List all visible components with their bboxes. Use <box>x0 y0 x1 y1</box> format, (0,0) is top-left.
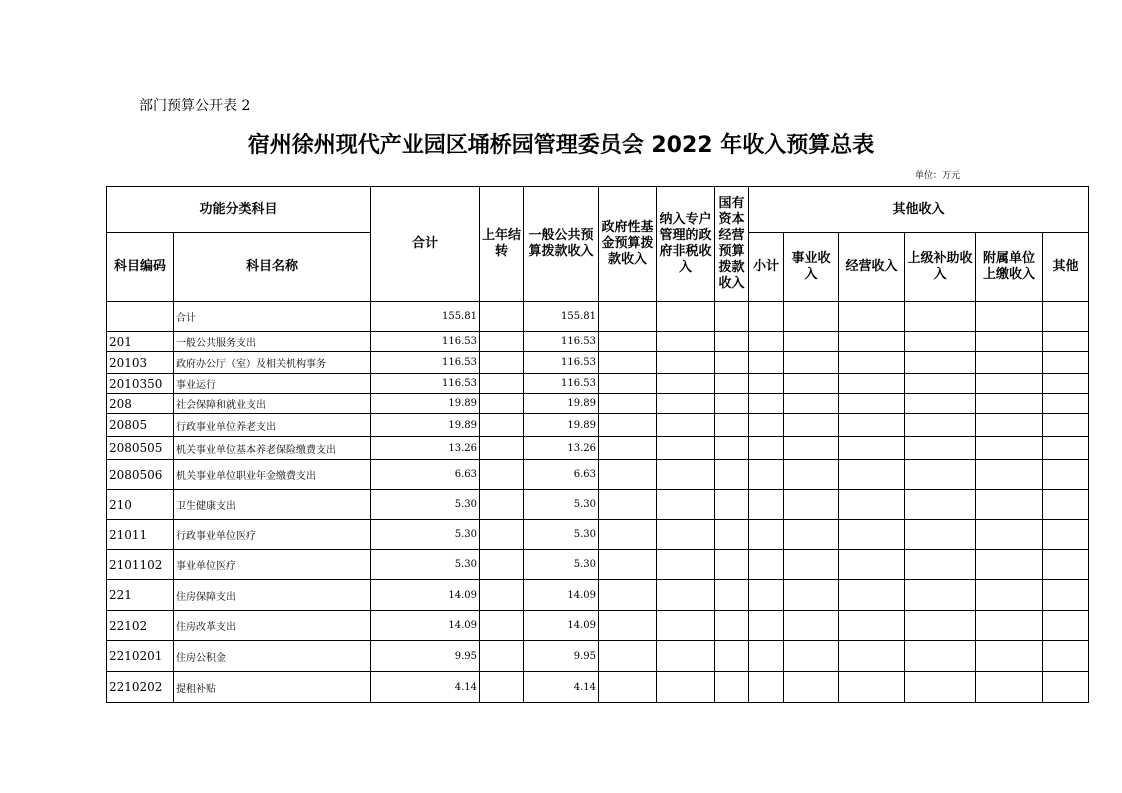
row-superior-subsidy <box>905 641 976 672</box>
row-name: 行政事业单位养老支出 <box>174 414 371 437</box>
header-function-category: 功能分类科目 <box>107 187 371 233</box>
row-operating-income <box>839 394 905 414</box>
row-general-budget: 5.30 <box>524 520 599 550</box>
row-state-capital <box>715 414 749 437</box>
row-fund-budget <box>599 672 657 703</box>
row-subtotal <box>749 611 784 641</box>
row-other <box>1043 352 1089 374</box>
row-code: 2080505 <box>107 437 174 460</box>
row-state-capital <box>715 394 749 414</box>
row-name: 提租补贴 <box>174 672 371 703</box>
row-business-income <box>784 374 839 394</box>
row-affiliated-payment <box>976 352 1043 374</box>
row-carryover <box>480 641 524 672</box>
row-state-capital <box>715 332 749 352</box>
row-state-capital <box>715 550 749 580</box>
row-special-account <box>657 352 715 374</box>
row-special-account <box>657 490 715 520</box>
row-other <box>1043 641 1089 672</box>
row-affiliated-payment <box>976 374 1043 394</box>
row-total: 5.30 <box>371 550 480 580</box>
row-operating-income <box>839 490 905 520</box>
row-name: 住房改革支出 <box>174 611 371 641</box>
header-code: 科目编码 <box>107 233 174 302</box>
table-row <box>107 611 1089 641</box>
row-subtotal <box>749 550 784 580</box>
row-affiliated-payment <box>976 460 1043 490</box>
row-affiliated-payment <box>976 490 1043 520</box>
row-special-account <box>657 580 715 611</box>
row-business-income <box>784 641 839 672</box>
row-general-budget: 5.30 <box>524 550 599 580</box>
row-subtotal <box>749 490 784 520</box>
table-row <box>107 437 1089 460</box>
header-carryover: 上年结转 <box>480 187 524 302</box>
row-carryover <box>480 611 524 641</box>
row-other <box>1043 302 1089 332</box>
row-carryover <box>480 302 524 332</box>
row-other <box>1043 460 1089 490</box>
row-code: 20805 <box>107 414 174 437</box>
row-total: 9.95 <box>371 641 480 672</box>
row-special-account <box>657 394 715 414</box>
header-general-budget: 一般公共预算拨款收入 <box>524 187 599 302</box>
row-code: 2010350 <box>107 374 174 394</box>
row-affiliated-payment <box>976 394 1043 414</box>
row-subtotal <box>749 374 784 394</box>
row-affiliated-payment <box>976 332 1043 352</box>
table-row <box>107 641 1089 672</box>
row-operating-income <box>839 352 905 374</box>
table-number: 部门预算公开表 2 <box>139 98 251 114</box>
row-code: 20103 <box>107 352 174 374</box>
row-operating-income <box>839 520 905 550</box>
row-subtotal <box>749 641 784 672</box>
row-general-budget: 116.53 <box>524 374 599 394</box>
row-superior-subsidy <box>905 460 976 490</box>
row-state-capital <box>715 520 749 550</box>
row-general-budget: 14.09 <box>524 580 599 611</box>
header-fund-budget: 政府性基金预算拨款收入 <box>599 187 657 302</box>
row-subtotal <box>749 437 784 460</box>
header-total: 合计 <box>371 187 480 302</box>
header-name: 科目名称 <box>174 233 371 302</box>
row-state-capital <box>715 374 749 394</box>
row-fund-budget <box>599 550 657 580</box>
row-special-account <box>657 460 715 490</box>
budget-table <box>106 186 1089 703</box>
row-superior-subsidy <box>905 352 976 374</box>
row-total: 13.26 <box>371 437 480 460</box>
row-special-account <box>657 332 715 352</box>
row-other <box>1043 672 1089 703</box>
row-name: 合计 <box>174 302 371 332</box>
row-subtotal <box>749 302 784 332</box>
row-code: 201 <box>107 332 174 352</box>
row-name: 住房公积金 <box>174 641 371 672</box>
header-subtotal: 小计 <box>749 233 784 302</box>
row-fund-budget <box>599 374 657 394</box>
row-fund-budget <box>599 394 657 414</box>
row-total: 5.30 <box>371 490 480 520</box>
row-carryover <box>480 460 524 490</box>
table-row <box>107 520 1089 550</box>
row-subtotal <box>749 332 784 352</box>
table-row <box>107 580 1089 611</box>
header-superior-subsidy: 上级补助收入 <box>905 233 976 302</box>
row-operating-income <box>839 374 905 394</box>
row-state-capital <box>715 460 749 490</box>
row-special-account <box>657 550 715 580</box>
row-name: 机关事业单位基本养老保险缴费支出 <box>174 437 371 460</box>
row-name: 社会保障和就业支出 <box>174 394 371 414</box>
row-general-budget: 5.30 <box>524 490 599 520</box>
row-general-budget: 116.53 <box>524 352 599 374</box>
row-superior-subsidy <box>905 394 976 414</box>
unit-label: 单位：万元 <box>915 171 961 181</box>
row-total: 14.09 <box>371 580 480 611</box>
table-row <box>107 374 1089 394</box>
row-total: 4.14 <box>371 672 480 703</box>
row-general-budget: 6.63 <box>524 460 599 490</box>
row-fund-budget <box>599 352 657 374</box>
row-subtotal <box>749 520 784 550</box>
row-affiliated-payment <box>976 302 1043 332</box>
header-other-income: 其他收入 <box>749 187 1089 233</box>
row-operating-income <box>839 550 905 580</box>
row-code: 208 <box>107 394 174 414</box>
row-subtotal <box>749 414 784 437</box>
row-name: 事业单位医疗 <box>174 550 371 580</box>
row-state-capital <box>715 490 749 520</box>
row-fund-budget <box>599 641 657 672</box>
row-carryover <box>480 374 524 394</box>
row-superior-subsidy <box>905 550 976 580</box>
row-operating-income <box>839 332 905 352</box>
row-fund-budget <box>599 580 657 611</box>
row-operating-income <box>839 672 905 703</box>
row-affiliated-payment <box>976 611 1043 641</box>
row-state-capital <box>715 302 749 332</box>
row-subtotal <box>749 352 784 374</box>
row-affiliated-payment <box>976 414 1043 437</box>
row-affiliated-payment <box>976 580 1043 611</box>
header-state-capital: 国有资本经营预算拨款收入 <box>715 187 749 302</box>
header-other: 其他 <box>1043 233 1089 302</box>
row-state-capital <box>715 641 749 672</box>
row-general-budget: 4.14 <box>524 672 599 703</box>
row-total: 116.53 <box>371 352 480 374</box>
row-special-account <box>657 611 715 641</box>
row-state-capital <box>715 437 749 460</box>
row-fund-budget <box>599 520 657 550</box>
row-superior-subsidy <box>905 520 976 550</box>
table-row <box>107 672 1089 703</box>
row-superior-subsidy <box>905 414 976 437</box>
row-code: 2080506 <box>107 460 174 490</box>
row-name: 政府办公厅（室）及相关机构事务 <box>174 352 371 374</box>
row-special-account <box>657 437 715 460</box>
row-special-account <box>657 374 715 394</box>
table-row <box>107 332 1089 352</box>
row-general-budget: 19.89 <box>524 394 599 414</box>
row-business-income <box>784 352 839 374</box>
row-other <box>1043 374 1089 394</box>
row-fund-budget <box>599 611 657 641</box>
row-general-budget: 19.89 <box>524 414 599 437</box>
row-superior-subsidy <box>905 374 976 394</box>
row-state-capital <box>715 580 749 611</box>
row-code: 22102 <box>107 611 174 641</box>
row-operating-income <box>839 580 905 611</box>
row-carryover <box>480 490 524 520</box>
row-operating-income <box>839 460 905 490</box>
row-operating-income <box>839 437 905 460</box>
row-business-income <box>784 580 839 611</box>
row-business-income <box>784 332 839 352</box>
row-superior-subsidy <box>905 580 976 611</box>
table-row <box>107 352 1089 374</box>
row-fund-budget <box>599 302 657 332</box>
row-general-budget: 14.09 <box>524 611 599 641</box>
row-name: 一般公共服务支出 <box>174 332 371 352</box>
row-carryover <box>480 332 524 352</box>
row-business-income <box>784 414 839 437</box>
table-row <box>107 394 1089 414</box>
row-code: 2210201 <box>107 641 174 672</box>
row-subtotal <box>749 460 784 490</box>
row-code: 2101102 <box>107 550 174 580</box>
row-other <box>1043 414 1089 437</box>
header-operating-income: 经营收入 <box>839 233 905 302</box>
row-code: 210 <box>107 490 174 520</box>
row-business-income <box>784 460 839 490</box>
row-superior-subsidy <box>905 437 976 460</box>
row-state-capital <box>715 352 749 374</box>
table-row <box>107 550 1089 580</box>
row-other <box>1043 332 1089 352</box>
row-carryover <box>480 580 524 611</box>
row-business-income <box>784 520 839 550</box>
row-carryover <box>480 414 524 437</box>
table-row <box>107 414 1089 437</box>
row-total: 6.63 <box>371 460 480 490</box>
row-affiliated-payment <box>976 520 1043 550</box>
row-special-account <box>657 672 715 703</box>
row-carryover <box>480 520 524 550</box>
row-subtotal <box>749 580 784 611</box>
row-carryover <box>480 437 524 460</box>
row-total: 14.09 <box>371 611 480 641</box>
row-operating-income <box>839 302 905 332</box>
row-total: 19.89 <box>371 394 480 414</box>
row-special-account <box>657 641 715 672</box>
row-business-income <box>784 437 839 460</box>
row-fund-budget <box>599 437 657 460</box>
row-state-capital <box>715 611 749 641</box>
row-other <box>1043 394 1089 414</box>
row-fund-budget <box>599 460 657 490</box>
row-superior-subsidy <box>905 490 976 520</box>
row-general-budget: 9.95 <box>524 641 599 672</box>
row-code <box>107 302 174 332</box>
row-superior-subsidy <box>905 302 976 332</box>
row-fund-budget <box>599 490 657 520</box>
row-general-budget: 13.26 <box>524 437 599 460</box>
row-special-account <box>657 302 715 332</box>
row-other <box>1043 580 1089 611</box>
row-total: 19.89 <box>371 414 480 437</box>
row-business-income <box>784 490 839 520</box>
row-carryover <box>480 550 524 580</box>
page-title: 宿州徐州现代产业园区埇桥园管理委员会 2022 年收入预算总表 <box>247 133 875 158</box>
row-affiliated-payment <box>976 641 1043 672</box>
header-special-account: 纳入专户管理的政府非税收入 <box>657 187 715 302</box>
row-operating-income <box>839 414 905 437</box>
row-general-budget: 155.81 <box>524 302 599 332</box>
row-carryover <box>480 672 524 703</box>
row-superior-subsidy <box>905 611 976 641</box>
row-name: 机关事业单位职业年金缴费支出 <box>174 460 371 490</box>
row-name: 卫生健康支出 <box>174 490 371 520</box>
table-row <box>107 460 1089 490</box>
row-affiliated-payment <box>976 437 1043 460</box>
row-other <box>1043 611 1089 641</box>
row-name: 行政事业单位医疗 <box>174 520 371 550</box>
row-name: 住房保障支出 <box>174 580 371 611</box>
row-state-capital <box>715 672 749 703</box>
row-subtotal <box>749 672 784 703</box>
row-other <box>1043 437 1089 460</box>
row-code: 21011 <box>107 520 174 550</box>
row-other <box>1043 490 1089 520</box>
row-total: 155.81 <box>371 302 480 332</box>
row-superior-subsidy <box>905 672 976 703</box>
row-affiliated-payment <box>976 672 1043 703</box>
row-general-budget: 116.53 <box>524 332 599 352</box>
row-business-income <box>784 302 839 332</box>
row-affiliated-payment <box>976 550 1043 580</box>
row-subtotal <box>749 394 784 414</box>
row-business-income <box>784 550 839 580</box>
row-code: 2210202 <box>107 672 174 703</box>
row-fund-budget <box>599 332 657 352</box>
row-total: 116.53 <box>371 374 480 394</box>
row-other <box>1043 550 1089 580</box>
row-carryover <box>480 352 524 374</box>
header-affiliated-payment: 附属单位上缴收入 <box>976 233 1043 302</box>
row-superior-subsidy <box>905 332 976 352</box>
row-special-account <box>657 520 715 550</box>
row-total: 116.53 <box>371 332 480 352</box>
row-code: 221 <box>107 580 174 611</box>
header-business-income: 事业收入 <box>784 233 839 302</box>
row-operating-income <box>839 641 905 672</box>
row-business-income <box>784 672 839 703</box>
table-row <box>107 302 1089 332</box>
row-special-account <box>657 414 715 437</box>
row-carryover <box>480 394 524 414</box>
row-operating-income <box>839 611 905 641</box>
table-row <box>107 490 1089 520</box>
row-other <box>1043 520 1089 550</box>
row-name: 事业运行 <box>174 374 371 394</box>
row-business-income <box>784 394 839 414</box>
row-business-income <box>784 611 839 641</box>
row-fund-budget <box>599 414 657 437</box>
row-total: 5.30 <box>371 520 480 550</box>
